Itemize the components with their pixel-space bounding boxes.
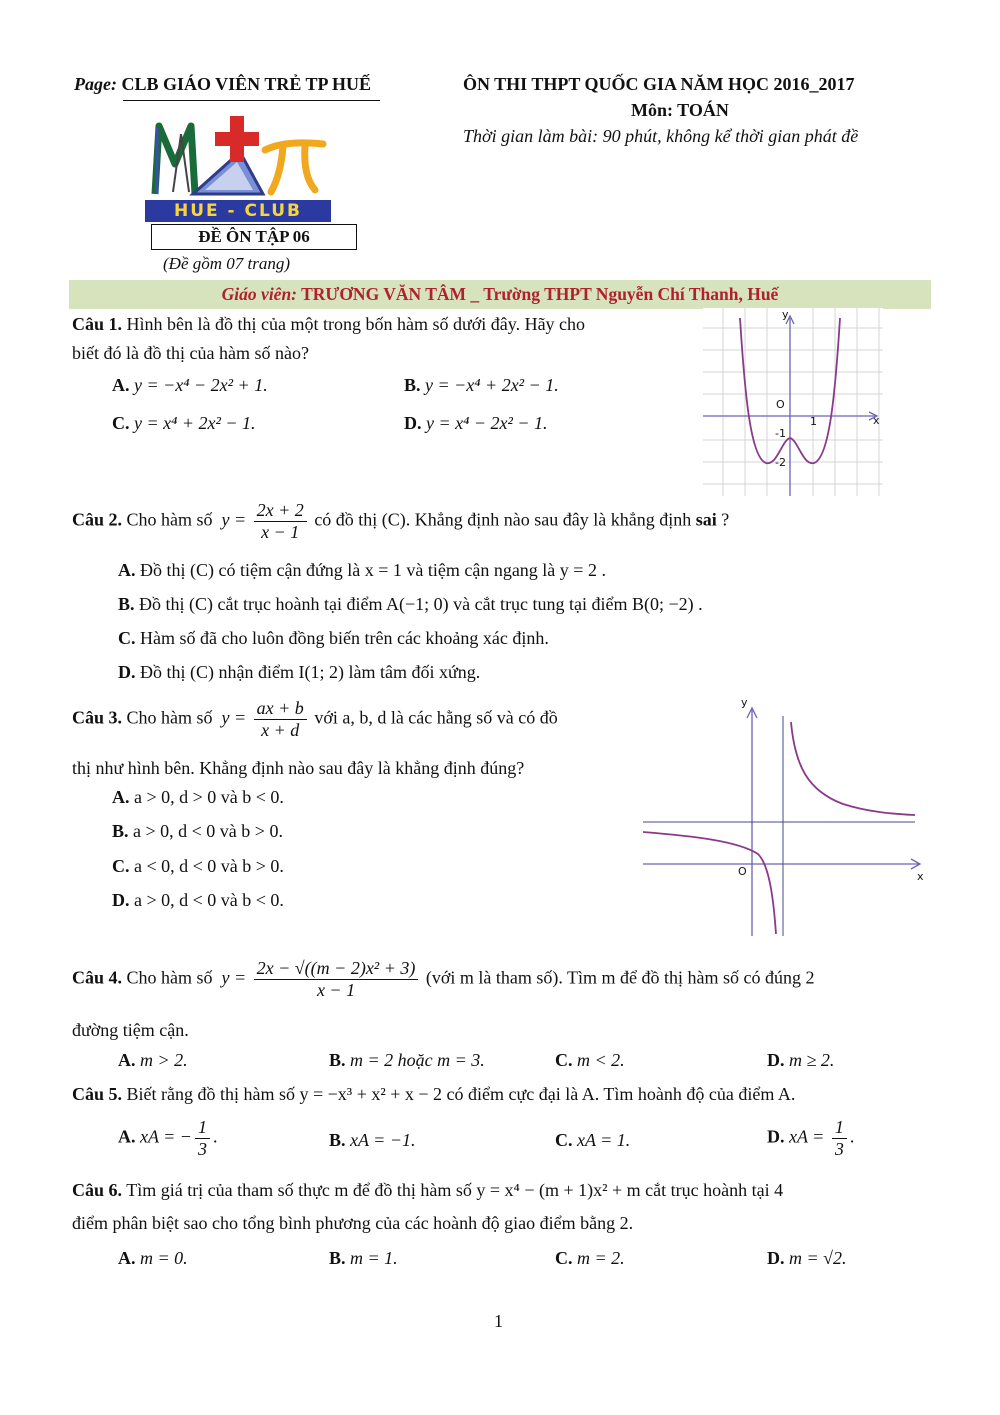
q3-option-a [112,787,284,808]
club-logo [145,114,335,224]
header-club [74,74,371,95]
q3-option-d [112,890,284,911]
page-prefix: Page: [74,74,117,94]
q4-option-d-text: m ≥ 2. [789,1050,835,1070]
q6-option-b [329,1248,398,1269]
q2-option-a-label: A. [118,560,136,580]
q1-graph-y-label: y [782,308,789,321]
q2-rest-a: có đồ thị (C). Khẳng định nào sau đây là khẳng định [314,509,692,530]
q1-graph-tick-y2: -2 [775,456,786,469]
q4-option-d [767,1050,834,1071]
q4-frac-num: 2x − √((m − 2)x² + 3) [254,958,419,980]
q3-rest: với a, b, d là các hằng số và có đồ [314,707,558,728]
q2-label: Câu 2. [72,509,123,530]
q4-option-a [118,1050,188,1071]
q3-option-b-text: a > 0, d < 0 và b > 0. [133,821,283,841]
q6-option-a [118,1248,188,1269]
q2-frac-den: x − 1 [261,521,300,542]
q1-option-b-label: B. [404,375,421,395]
q1-graph-x-label: x [873,414,880,427]
q5-option-d-fraction [832,1117,847,1159]
club-name: CLB GIÁO VIÊN TRẺ TP HUẾ [121,74,372,94]
q4-intro: Cho hàm số [126,967,213,988]
q5-option-a [118,1117,217,1159]
q5-option-d-suffix: . [849,1126,855,1147]
q5-label: Câu 5. [72,1084,123,1104]
q2-option-b [118,594,703,615]
q1-option-c-expr: y = x⁴ + 2x² − 1. [134,413,256,433]
q3-line2: thị như hình bên. Khẳng định nào sau đây là khẳng định đúng? [72,758,525,778]
q4-stem: Câu 4. Cho hàm số y = $\frac{\text{2x − √((m − 2)x² + 3)}}{x - 1}$ (với m là tham số). Tìm m để đồ thị hàm số có đúng 2 [72,958,815,1000]
q5-option-a-prefix: xA = − [140,1126,192,1147]
q3-option-c-text: a < 0, d < 0 và b > 0. [134,856,284,876]
q2-stem: Câu 2. Cho hàm số y = $\frac{2x + 2}{x - 1}$ có đồ thị (C). Khẳng định nào sau đây là khẳng định sai ? [72,500,730,542]
q4-option-c-label: C. [555,1050,573,1070]
q6-option-d-label: D. [767,1248,785,1268]
q6-label: Câu 6. [72,1180,123,1200]
q3-option-c [112,856,284,877]
q2-frac-num: 2x + 2 [254,500,307,522]
q3-option-b [112,821,283,842]
q2-rest-bold: sai [695,509,717,530]
q1-label: Câu 1. [72,314,123,334]
pages-note: (Đề gồm 07 trang) [163,254,291,273]
q1-graph-tick-x: 1 [810,415,817,428]
q6-option-a-label: A. [118,1248,136,1268]
q3-option-a-text: a > 0, d > 0 và b < 0. [134,787,284,807]
q3-graph-origin: O [738,865,747,878]
q1-option-b [404,375,559,396]
q2-rest-b: ? [721,509,730,530]
q3-graph-y-label: y [741,696,748,709]
q2-option-a [118,560,606,581]
q6-option-c-label: C. [555,1248,573,1268]
q2-option-b-label: B. [118,594,135,614]
page-number: 1 [494,1311,503,1331]
q1-graph-origin: O [776,398,785,411]
q3-label: Câu 3. [72,707,123,728]
header-underline [123,100,380,101]
q5-option-c [555,1130,630,1151]
teacher-banner [69,280,931,309]
q6-option-a-text: m = 0. [140,1248,188,1268]
exam-title: ÔN THI THPT QUỐC GIA NĂM HỌC 2016_2017 [463,74,855,94]
q3-option-a-label: A. [112,787,130,807]
q2-option-c [118,628,549,649]
q1-option-a [112,375,268,396]
q4-rest: (với m là tham số). Tìm m để đồ thị hàm số có đúng 2 [425,967,815,988]
q5-option-d-den: 3 [834,1138,844,1159]
q3-option-d-label: D. [112,890,130,910]
logo-text: HUE - CLUB [173,201,302,221]
q2-option-c-text: Hàm số đã cho luôn đồng biến trên các khoảng xác định. [140,628,549,648]
exam-code: ĐỀ ÔN TẬP 06 [198,227,310,246]
q2-option-d-label: D. [118,662,136,682]
q6-stem-line1 [72,1180,783,1201]
q5-stem [72,1084,795,1105]
q1-graph-tick-y1: -1 [775,427,786,440]
q3-option-c-label: C. [112,856,130,876]
q6-option-d [767,1248,847,1269]
q5-option-a-fraction [195,1117,210,1159]
q4-label: Câu 4. [72,967,123,988]
q3-frac-den: x + d [261,719,300,740]
q3-stem: Câu 3. Cho hàm số y = $\frac{ax + b}{x + d}$ với a, b, d là các hằng số và có đồ [72,698,558,740]
q4-option-b-label: B. [329,1050,346,1070]
q5-option-d-label: D. [767,1126,785,1147]
q6-line2: điểm phân biệt sao cho tổng bình phương của các hoành độ giao điểm bằng 2. [72,1213,634,1233]
q5-option-d-prefix: xA = [789,1126,829,1147]
q3-graph-x-label: x [917,870,924,883]
q5-option-a-num: 1 [195,1117,210,1139]
q4-option-b [329,1050,485,1071]
exam-code-box [151,224,357,250]
teacher-label: Giáo viên: [221,284,298,304]
q1-option-d-label: D. [404,413,422,433]
q1-option-b-expr: y = −x⁴ + 2x² − 1. [425,375,559,395]
q2-option-b-text: Đồ thị (C) cắt trục hoành tại điểm A(−1; 0) và cắt trục tung tại điểm B(0; −2) . [139,594,703,614]
q5-option-c-label: C. [555,1130,573,1150]
q1-line1 [72,314,585,335]
q6-option-c-text: m = 2. [577,1248,625,1268]
q2-fraction [254,500,307,542]
q4-option-d-label: D. [767,1050,785,1070]
exam-subject: Môn: TOÁN [631,100,729,120]
q2-option-a-text: Đồ thị (C) có tiệm cận đứng là x = 1 và tiệm cận ngang là y = 2 . [140,560,606,580]
q1-graph [703,308,883,496]
q4-frac-den: x − 1 [316,979,356,1000]
q5-text: Biết rằng đồ thị hàm số y = −x³ + x² + x − 2 có điểm cực đại là A. Tìm hoành độ của điểm A. [126,1084,796,1104]
q3-graph-svg [643,696,933,936]
q5-option-d [767,1117,854,1159]
teacher-text: TRƯƠNG VĂN TÂM _ Trường THPT Nguyễn Chí Thanh, Huế [301,284,779,304]
q4-fraction [254,958,419,1000]
q3-intro: Cho hàm số [126,707,213,728]
q5-option-d-num: 1 [832,1117,847,1139]
q5-option-b-label: B. [329,1130,346,1150]
q4-option-a-label: A. [118,1050,136,1070]
q5-option-a-label: A. [118,1126,136,1147]
q6-option-d-text: m = √2. [789,1248,847,1268]
q5-option-b [329,1130,415,1151]
q3-frac-num: ax + b [254,698,307,720]
q2-option-d [118,662,480,683]
q5-option-a-suffix: . [212,1126,218,1147]
q1-text-line1: Hình bên là đồ thị của một trong bốn hàm số dưới đây. Hãy cho [126,314,586,334]
q3-option-d-text: a > 0, d < 0 và b < 0. [134,890,284,910]
q1-text-line2: biết đó là đồ thị của hàm số nào? [72,343,309,363]
q4-option-a-text: m > 2. [140,1050,188,1070]
q6-line1: Tìm giá trị của tham số thực m để đồ thị hàm số y = x⁴ − (m + 1)x² + m cắt trục hoành tại 4 [126,1180,784,1200]
q3-fraction [254,698,307,740]
q5-option-b-text: xA = −1. [350,1130,416,1150]
q1-option-c [112,413,256,434]
q1-option-d [404,413,548,434]
q1-option-a-label: A. [112,375,130,395]
q4-option-b-text: m = 2 hoặc m = 3. [350,1050,485,1070]
q5-option-a-den: 3 [197,1138,207,1159]
q6-option-b-label: B. [329,1248,346,1268]
q1-graph-svg [703,308,883,496]
q6-option-c [555,1248,625,1269]
q2-option-c-label: C. [118,628,136,648]
time-note: Thời gian làm bài: 90 phút, không kể thời gian phát đề [463,126,859,146]
q4-option-c-text: m < 2. [577,1050,625,1070]
q5-option-c-text: xA = 1. [577,1130,631,1150]
q1-option-c-label: C. [112,413,130,433]
q3-option-b-label: B. [112,821,129,841]
q2-intro: Cho hàm số [126,509,213,530]
q1-option-d-expr: y = x⁴ − 2x² − 1. [426,413,548,433]
q1-option-a-expr: y = −x⁴ − 2x² + 1. [134,375,268,395]
q4-option-c [555,1050,625,1071]
q4-line2: đường tiệm cận. [72,1020,189,1040]
q2-option-d-text: Đồ thị (C) nhận điểm I(1; 2) làm tâm đối xứng. [140,662,481,682]
q3-graph [643,696,933,936]
q6-option-b-text: m = 1. [350,1248,398,1268]
